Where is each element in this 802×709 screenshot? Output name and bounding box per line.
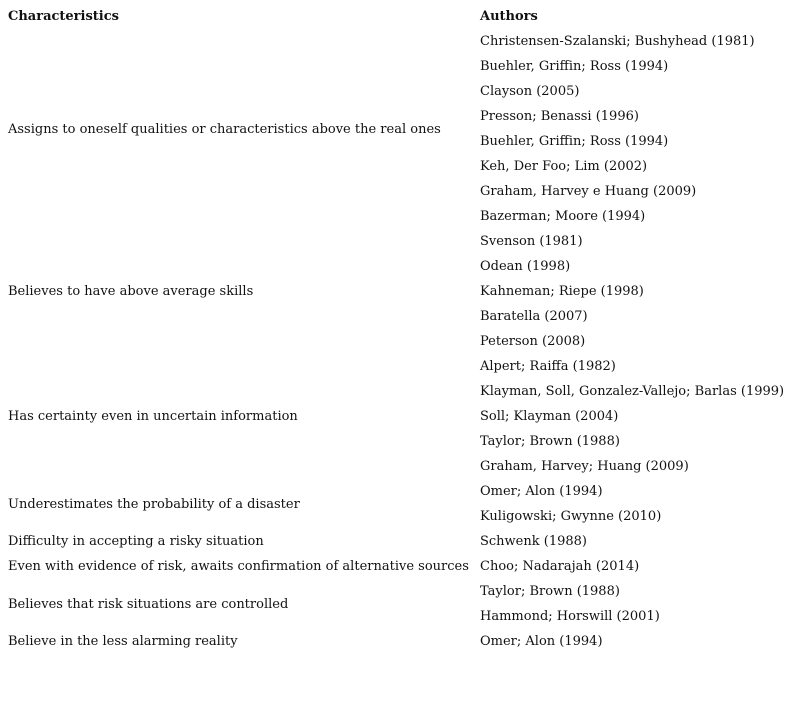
author-entry: Omer; Alon (1994)	[480, 634, 603, 649]
table-row-group	[8, 29, 798, 229]
table-body	[8, 29, 798, 654]
table-row-group	[8, 354, 798, 479]
characteristic-cell: Underestimates the probability of a disaster	[8, 496, 300, 512]
author-entry: Buehler, Griffin; Ross (1994)	[480, 134, 669, 149]
author-entry: Taylor; Brown (1988)	[480, 584, 620, 599]
characteristic-cell: Has certainty even in uncertain information	[8, 409, 298, 424]
author-entry: Graham, Harvey; Huang (2009)	[480, 459, 689, 474]
characteristic-cell: Even with evidence of risk, awaits confirmation of alternative sources	[8, 559, 469, 574]
author-entry: Peterson (2008)	[480, 334, 586, 349]
author-entry: Buehler, Griffin; Ross (1994)	[480, 59, 669, 74]
author-entry: Kahneman; Riepe (1998)	[480, 284, 644, 299]
authors-cell	[480, 554, 798, 579]
characteristic-cell: Assigns to oneself qualities or characteristics above the real ones	[8, 121, 441, 137]
table-row-group	[8, 579, 798, 629]
author-entry: Svenson (1981)	[480, 234, 583, 249]
authors-cell	[480, 479, 798, 529]
characteristic-cell: Difficulty in accepting a risky situation	[8, 534, 264, 549]
characteristic-cell: Believe in the less alarming reality	[8, 634, 238, 649]
authors-cell	[480, 229, 798, 354]
table-header	[8, 5, 798, 29]
author-entry: Graham, Harvey e Huang (2009)	[480, 184, 697, 199]
characteristic-cell: Believes that risk situations are controlled	[8, 596, 289, 612]
author-entry: Omer; Alon (1994)	[480, 484, 603, 499]
author-entry: Keh, Der Foo; Lim (2002)	[480, 159, 648, 174]
author-entry: Soll; Klayman (2004)	[480, 409, 619, 424]
author-entry: Baratella (2007)	[480, 309, 588, 324]
authors-cell	[480, 29, 798, 229]
author-entry: Presson; Benassi (1996)	[480, 109, 639, 124]
header-authors: Authors	[480, 9, 538, 24]
table-row-group	[8, 629, 798, 654]
author-entry: Bazerman; Moore (1994)	[480, 209, 646, 224]
author-entry: Alpert; Raiffa (1982)	[480, 359, 616, 374]
author-entry: Odean (1998)	[480, 259, 571, 274]
author-entry: Klayman, Soll, Gonzalez-Vallejo; Barlas (1999)	[480, 384, 785, 399]
characteristic-cell: Believes to have above average skills	[8, 284, 254, 299]
author-entry: Hammond; Horswill (2001)	[480, 609, 660, 624]
table-row-group	[8, 554, 798, 579]
table-row-group	[8, 529, 798, 554]
table-row-group	[8, 479, 798, 529]
author-entry: Clayson (2005)	[480, 84, 580, 99]
author-entry: Christensen-Szalanski; Bushyhead (1981)	[480, 34, 755, 49]
author-entry: Choo; Nadarajah (2014)	[480, 559, 640, 574]
authors-cell	[480, 629, 798, 654]
authors-cell	[480, 354, 798, 479]
header-characteristics: Characteristics	[8, 9, 119, 24]
author-entry: Kuligowski; Gwynne (2010)	[480, 509, 662, 524]
authors-cell	[480, 579, 798, 629]
author-entry: Taylor; Brown (1988)	[480, 434, 620, 449]
authors-cell	[480, 529, 798, 554]
table-row-group	[8, 229, 798, 354]
author-entry: Schwenk (1988)	[480, 534, 587, 549]
